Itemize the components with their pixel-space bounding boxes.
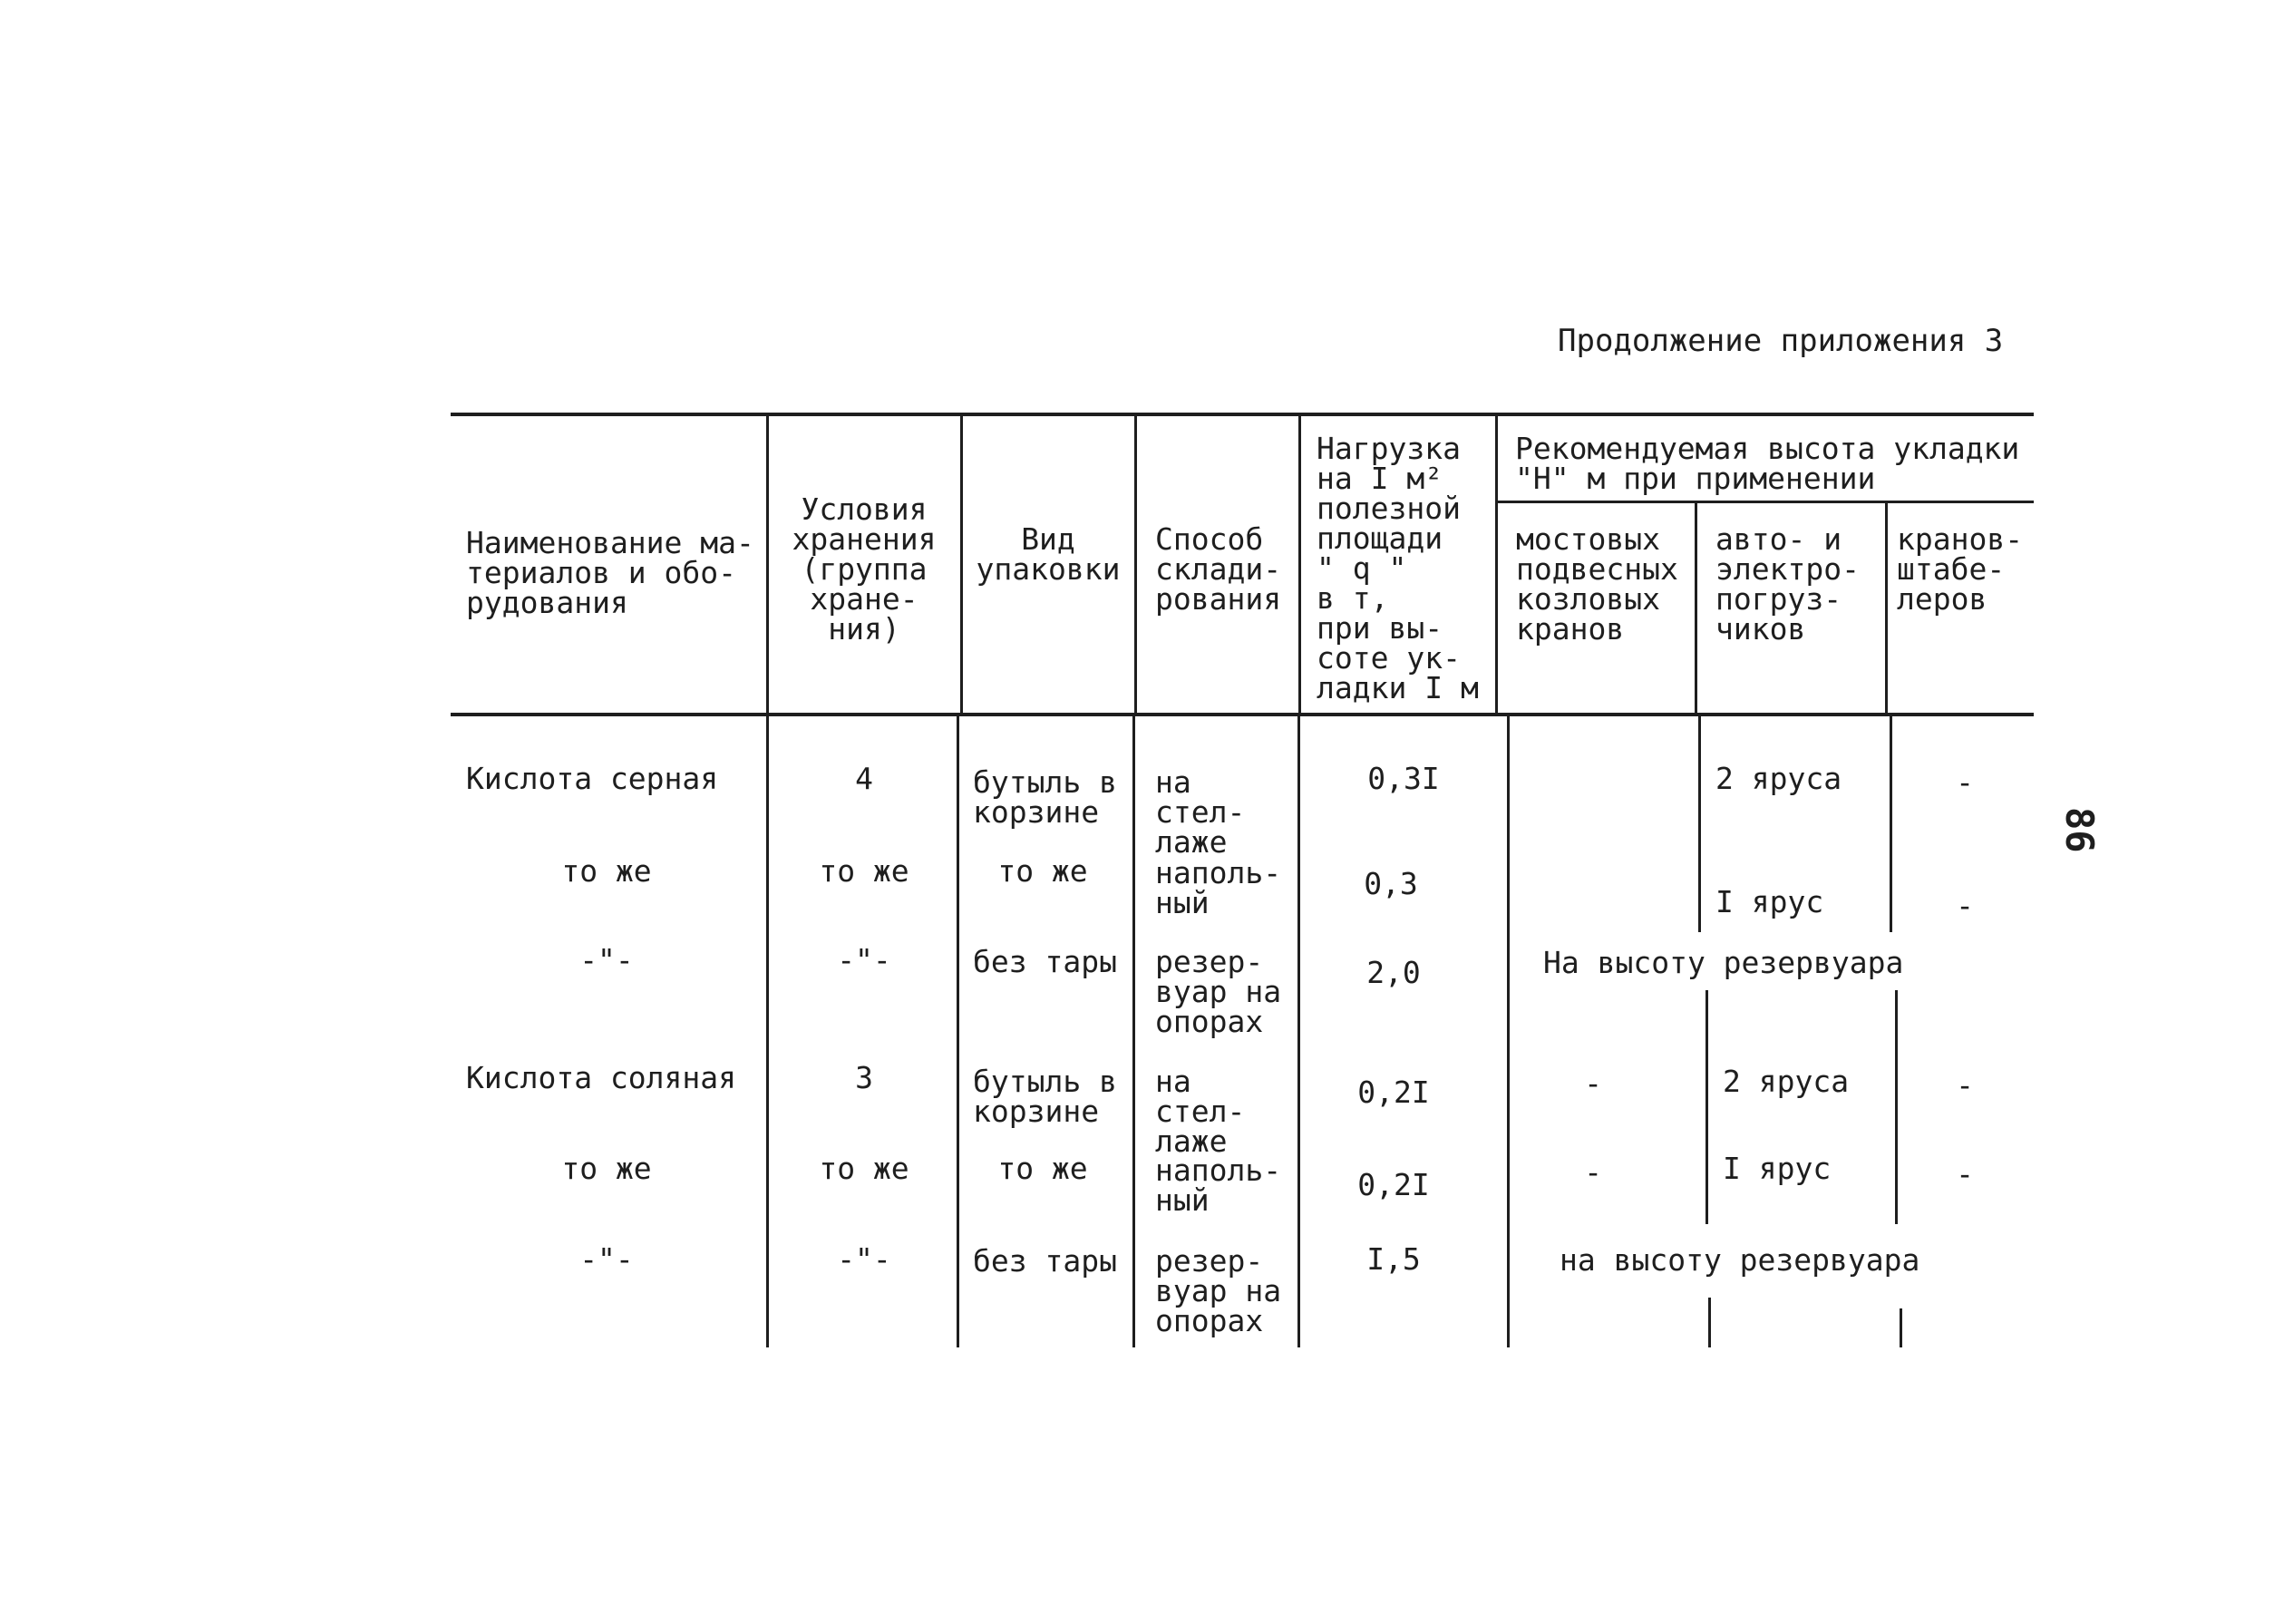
row-3-method: резер- вуар на опорах: [1155, 944, 1282, 1039]
row-3-storage: -"-: [837, 942, 891, 977]
row-2-load: 0,3: [1364, 866, 1418, 901]
subheader-rule: [1497, 501, 2034, 503]
row-2-name: то же: [561, 853, 652, 889]
row-6-name: -"-: [579, 1241, 634, 1277]
row-2-packaging: то же: [997, 853, 1088, 889]
col-rule: [1695, 502, 1697, 715]
row-4-method: на стел- лаже: [1155, 1064, 1246, 1159]
row-4-stacker: -: [1956, 1067, 1974, 1103]
row-5-stacker: -: [1956, 1156, 1974, 1191]
col-rule: [1298, 414, 1301, 715]
header-stacker: кранов- штабе- леров: [1897, 521, 2024, 617]
header-bottom-rule: [451, 713, 2034, 716]
header-bridge: мостовых подвесных козловых кранов: [1516, 521, 1678, 647]
col-rule: [1507, 715, 1510, 1347]
row-3-load: 2,0: [1366, 955, 1421, 990]
row-5-forklift: I ярус: [1723, 1151, 1832, 1186]
row-3-packaging: без тары: [973, 944, 1117, 979]
col-rule: [1134, 414, 1137, 715]
row-5-load: 0,2I: [1357, 1167, 1430, 1202]
row-6-load: I,5: [1366, 1241, 1421, 1277]
row-6-packaging: без тары: [973, 1243, 1117, 1279]
col-rule: [1895, 990, 1898, 1224]
row-4-name: Кислота соляная: [466, 1060, 737, 1095]
row-6-height-span: на высоту резервуара: [1560, 1242, 1920, 1278]
row-1-method: на стел- лаже: [1155, 764, 1246, 860]
col-rule: [1708, 1298, 1711, 1347]
col-rule: [1885, 502, 1888, 715]
row-1-load: 0,3I: [1367, 761, 1440, 796]
row-4-storage: 3: [855, 1060, 873, 1095]
row-1-stacker: -: [1956, 764, 1974, 800]
header-method: Способ склади- рования: [1155, 521, 1282, 617]
row-2-forklift: I ярус: [1715, 884, 1824, 919]
row-2-stacker: -: [1956, 888, 1974, 923]
row-4-load: 0,2I: [1357, 1075, 1430, 1110]
col-rule: [1890, 715, 1892, 932]
col-rule: [1706, 990, 1708, 1224]
table-top-rule: [451, 413, 2034, 416]
page-number: 86: [2057, 807, 2102, 853]
row-3-height-span: На высоту резервуара: [1543, 945, 1904, 980]
header-load: Нагрузка на I м² полезной площади " q " в т, при вы- соте ук- ладки I м: [1317, 431, 1479, 705]
row-3-name: -"-: [579, 942, 634, 977]
row-5-storage: то же: [819, 1151, 909, 1186]
header-forklift: авто- и электро- погруз- чиков: [1715, 521, 1860, 647]
row-5-bridge: -: [1584, 1154, 1602, 1190]
row-6-method: резер- вуар на опорах: [1155, 1243, 1282, 1338]
col-rule: [766, 715, 769, 1347]
row-1-packaging: бутыль в корзине: [973, 764, 1117, 830]
col-rule: [1698, 715, 1701, 932]
row-5-method: наполь- ный: [1155, 1152, 1282, 1218]
row-4-forklift: 2 яруса: [1723, 1064, 1850, 1099]
row-4-bridge: -: [1584, 1065, 1602, 1101]
row-2-method: наполь- ный: [1155, 855, 1282, 920]
page-header: Продолжение приложения 3: [1558, 323, 2004, 359]
row-4-packaging: бутыль в корзине: [973, 1064, 1117, 1129]
header-name: Наименование ма- териалов и обо- рудования: [466, 525, 754, 620]
header-packaging: Вид упаковки: [976, 521, 1121, 587]
col-rule: [1900, 1308, 1902, 1347]
row-5-name: то же: [561, 1151, 652, 1186]
row-2-storage: то же: [819, 853, 909, 889]
col-rule: [766, 414, 769, 715]
row-1-forklift: 2 яруса: [1715, 761, 1842, 796]
row-5-packaging: то же: [997, 1151, 1088, 1186]
row-6-storage: -"-: [837, 1241, 891, 1277]
row-1-name: Кислота серная: [466, 761, 719, 796]
row-1-storage: 4: [855, 761, 873, 796]
col-rule: [1132, 715, 1135, 1347]
header-storage: Условия хранения (группа хране- ния): [792, 491, 937, 647]
header-height-group: Рекомендуемая высота укладки "Н" м при применении: [1515, 431, 2020, 496]
